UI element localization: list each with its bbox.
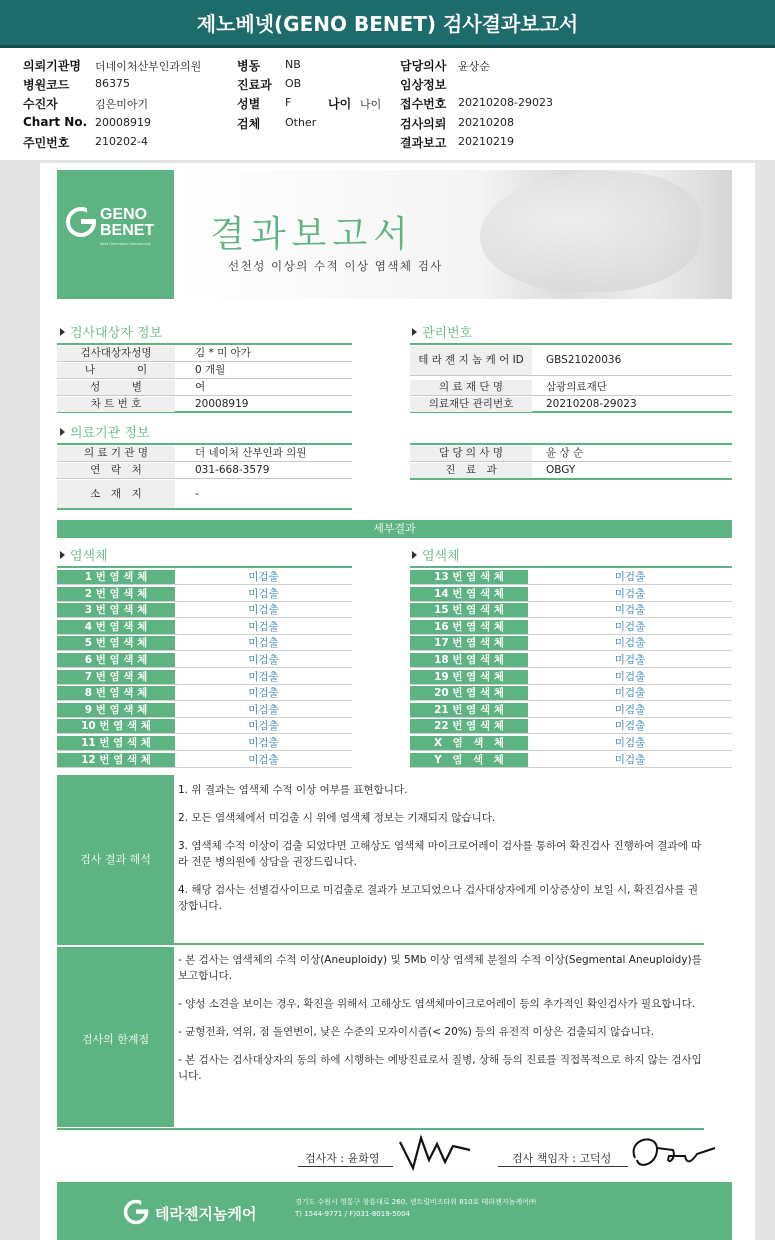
chromosome-row	[410, 752, 732, 768]
chromosome-label: 16 번 염 색 체	[410, 620, 528, 634]
section-heading-chromosome-left: 염색체	[60, 545, 108, 564]
chromosome-label: Y 염 색 체	[410, 753, 528, 767]
chromosome-row	[57, 702, 352, 718]
chromosome-row	[410, 619, 732, 635]
chromosome-label: 17 번 염 색 체	[410, 636, 528, 650]
chromosome-result: 미검출	[248, 720, 279, 733]
info-label: 의뢰기관명	[23, 59, 81, 73]
chromosome-result: 미검출	[614, 587, 646, 600]
chromosome-result: 미검출	[614, 703, 646, 716]
arrow-icon	[412, 328, 417, 336]
info-label: 결과보고	[400, 136, 447, 150]
info-label: 검사의뢰	[400, 117, 447, 131]
chromosome-row	[410, 685, 732, 701]
info-value: 20210208-29023	[458, 96, 553, 109]
subject-row: 나 이 0 개월	[57, 363, 352, 379]
interpretation-paragraph: 4. 해당 검사는 선별검사이므로 미검출로 결과가 보고되었으나 검사대상자에게 이상증상이 보일 시, 확진검사를 권장합니다.	[178, 884, 698, 912]
subject-row: 검사대상자성명 김 * 미 아가	[57, 346, 352, 362]
info-label: 검체	[237, 117, 261, 131]
chromosome-row	[57, 586, 352, 602]
info-label: 주민번호	[23, 136, 70, 150]
institution-row: 진 료 과 OBGY	[410, 463, 732, 479]
chromosome-result: 미검출	[248, 620, 279, 633]
chromosome-row	[410, 669, 732, 685]
logo-wordmark: GENO BENET	[100, 206, 155, 239]
director-name: 검사 책임자 : 고덕성	[512, 1152, 612, 1165]
interpretation-text	[176, 778, 704, 943]
interpretation-label: 검사 결과 해석	[57, 775, 174, 943]
company-address: 경기도 수원시 영통구 창룡대로 260, 센트럴비즈타워 810호 테라젠지놈케어㈜ T) 1544-9771 / F)031-8019-5004	[295, 1198, 536, 1218]
top-header	[0, 0, 775, 48]
chromosome-row	[57, 569, 352, 585]
chromosome-label: 7 번 염 색 체	[57, 670, 175, 684]
limitations-text	[176, 948, 704, 1128]
chromosome-label: 14 번 염 색 체	[410, 587, 528, 601]
info-value: 86375	[95, 77, 130, 90]
limitations-paragraph: - 본 검사는 염색체의 수적 이상(Aneuploidy) 및 5Mb 이상 염색체 분절의 수적 이상(Segmental Aneuploidy)를 보고합니다.	[178, 954, 702, 982]
institution-row: 의 료 기 관 명 더 네이처 산부인과 의원	[57, 446, 352, 462]
info-label: 성별	[237, 97, 261, 111]
interpretation-paragraph: 1. 위 결과는 염색체 수적 이상 여부를 표현합니다.	[178, 784, 408, 796]
chromosome-label: 22 번 염 색 체	[410, 719, 528, 733]
chromosome-label: 18 번 염 색 체	[410, 653, 528, 667]
section-divider	[410, 343, 732, 345]
chromosome-label: 2 번 염 색 체	[57, 587, 175, 601]
info-value: Other	[285, 116, 317, 129]
institution-row: 소 재 지 -	[57, 480, 352, 510]
limitations-paragraph: - 균형전좌, 역위, 점 돌연변이, 낮은 수준의 모자이시즘(< 20%) 등의 유전적 이상은 검출되지 않습니다.	[178, 1026, 655, 1038]
chromosome-label: 4 번 염 색 체	[57, 620, 175, 634]
detail-results-bar: 세부결과	[57, 520, 732, 538]
info-value: 김은미아기	[95, 98, 149, 111]
chromosome-result: 미검출	[614, 620, 646, 633]
chromosome-label: 13 번 염 색 체	[410, 570, 528, 584]
chromosome-row	[57, 718, 352, 734]
info-value: 더네이처산부인과의원	[95, 60, 202, 73]
info-value: F	[285, 96, 292, 109]
chromosome-label: 8 번 염 색 체	[57, 686, 175, 700]
info-label: 임상정보	[400, 78, 447, 92]
report-title: 결과보고서	[210, 214, 414, 255]
chromosome-label: 12 번 염 색 체	[57, 753, 175, 767]
director-signature	[625, 1130, 720, 1175]
info-label: 담당의사	[400, 59, 447, 73]
arrow-icon	[412, 551, 417, 559]
management-row: 테 라 젠 지 놈 케 어 ID GBS21020036	[410, 346, 732, 376]
chromosome-result: 미검출	[614, 637, 646, 650]
chromosome-result: 미검출	[614, 753, 646, 766]
tester-name: 검사자 : 윤화영	[305, 1152, 380, 1165]
theragen-logo-icon	[122, 1198, 150, 1226]
patient-info-block	[0, 52, 775, 162]
info-value: OB	[285, 77, 302, 90]
chromosome-result: 미검출	[614, 737, 646, 749]
chromosome-result: 미검출	[248, 587, 279, 600]
chromosome-result: 미검출	[248, 703, 279, 716]
section-divider	[410, 443, 732, 445]
chromosome-result: 미검출	[248, 753, 279, 766]
chromosome-row	[57, 669, 352, 685]
chromosome-result: 미검출	[614, 687, 646, 700]
chromosome-result: 미검출	[248, 670, 279, 683]
chromosome-row	[410, 735, 732, 751]
info-label: 나이	[328, 97, 352, 111]
chromosome-result: 미검출	[248, 737, 279, 749]
geno-benet-logo-icon	[65, 206, 97, 238]
tester-signature	[395, 1130, 475, 1175]
chromosome-label: 10 번 염 색 체	[57, 719, 175, 733]
institution-row: 담 당 의 사 명 윤 상 순	[410, 446, 732, 462]
section-divider	[410, 566, 732, 568]
info-value: 20210208	[458, 116, 514, 129]
section-heading-management: 관리번호	[412, 322, 472, 341]
chromosome-result: 미검출	[614, 571, 646, 583]
info-label: 수진자	[23, 97, 58, 111]
chromosome-row	[57, 602, 352, 618]
chromosome-row	[57, 752, 352, 768]
company-name: 테라젠지놈케어	[155, 1205, 257, 1223]
info-label: 진료과	[237, 78, 272, 92]
info-value: 20210219	[458, 135, 514, 148]
page-title: 제노베넷(GENO BENET) 검사결과보고서	[196, 12, 579, 36]
arrow-icon	[60, 551, 65, 559]
chromosome-result: 미검출	[614, 604, 646, 617]
chromosome-result: 미검출	[248, 571, 279, 583]
chromosome-row	[57, 735, 352, 751]
arrow-icon	[60, 428, 65, 436]
interpretation-paragraph: 3. 염색체 수적 이상이 검출 되었다면 고해상도 염색체 마이크로어레이 검사를 통하여 확진검사 진행하여 결과에 따라 전문 병의원에 상담을 권장드립니다.	[178, 840, 702, 868]
interpretation-paragraph: 2. 모든 염색체에서 미검출 시 위에 염색체 정보는 기재되지 않습니다.	[178, 812, 496, 824]
info-label: 접수번호	[400, 97, 447, 111]
chromosome-result: 미검출	[248, 604, 279, 617]
section-divider	[57, 443, 352, 445]
chromosome-result: 미검출	[248, 637, 279, 650]
limitations-paragraph: - 본 검사는 검사대상자의 동의 하에 시행하는 예방진료로서 질병, 상해 등의 진료를 직접목적으로 하지 않는 검사입니다.	[178, 1054, 702, 1082]
info-label: 병원코드	[23, 78, 70, 92]
section-divider	[57, 343, 352, 345]
info-value: NB	[285, 58, 301, 71]
chromosome-row	[57, 619, 352, 635]
info-value: 윤상순	[458, 60, 490, 73]
section-divider	[410, 478, 732, 480]
chromosome-row	[410, 652, 732, 668]
arrow-icon	[60, 328, 65, 336]
chromosome-result: 미검출	[614, 654, 646, 666]
chromosome-label: 19 번 염 색 체	[410, 670, 528, 684]
info-label: 병동	[237, 59, 261, 73]
section-heading-subject: 검사대상자 정보	[60, 322, 162, 341]
chromosome-result: 미검출	[248, 654, 279, 666]
chromosome-row	[410, 586, 732, 602]
chromosome-row	[57, 635, 352, 651]
signature-line	[498, 1166, 628, 1167]
chromosome-label: X 염 색 체	[410, 736, 528, 750]
chromosome-row	[57, 652, 352, 668]
info-value: 210202-4	[95, 135, 148, 148]
chromosome-label: 5 번 염 색 체	[57, 636, 175, 650]
subject-row: 성 별 여	[57, 380, 352, 396]
chromosome-row	[410, 569, 732, 585]
chromosome-label: 3 번 염 색 체	[57, 603, 175, 617]
chromosome-row	[410, 702, 732, 718]
management-row: 의 료 재 단 명 삼광의료재단	[410, 380, 732, 396]
logo-tagline: Next Generation Sequencing	[100, 242, 151, 246]
section-divider	[57, 943, 704, 945]
signature-line	[298, 1166, 393, 1167]
chromosome-result: 미검출	[248, 687, 279, 700]
subject-row: 차 트 번 호 20008919	[57, 397, 352, 413]
chromosome-result: 미검출	[614, 670, 646, 683]
management-row: 의료재단 관리번호 20210208-29023	[410, 397, 732, 413]
chromosome-label: 21 번 염 색 체	[410, 703, 528, 717]
info-value: 20008919	[95, 116, 151, 129]
chromosome-label: 11 번 염 색 체	[57, 736, 175, 750]
section-divider	[57, 566, 352, 568]
section-divider	[57, 1128, 704, 1130]
section-heading-chromosome-right: 염색체	[412, 545, 460, 564]
chromosome-label: 1 번 염 색 체	[57, 570, 175, 584]
section-heading-institution: 의료기관 정보	[60, 422, 149, 441]
chromosome-row	[410, 602, 732, 618]
chromosome-row	[410, 635, 732, 651]
chromosome-result: 미검출	[614, 720, 646, 733]
chromosome-label: 20 번 염 색 체	[410, 686, 528, 700]
chromosome-label: 6 번 염 색 체	[57, 653, 175, 667]
limitations-paragraph: - 양성 소견을 보이는 경우, 확진을 위해서 고해상도 염색체마이크로어레이 등의 추가적인 확인검사가 필요합니다.	[178, 998, 696, 1010]
chromosome-row	[57, 685, 352, 701]
info-label: Chart No.	[23, 115, 88, 129]
chromosome-row	[410, 718, 732, 734]
chromosome-label: 15 번 염 색 체	[410, 603, 528, 617]
report-subtitle: 선천성 이상의 수적 이상 염색체 검사	[228, 259, 443, 273]
institution-row: 연 락 처 031-668-3579	[57, 463, 352, 479]
limitations-label: 검사의 한계점	[57, 947, 174, 1127]
chromosome-label: 9 번 염 색 체	[57, 703, 175, 717]
info-value: 나이	[360, 98, 382, 111]
